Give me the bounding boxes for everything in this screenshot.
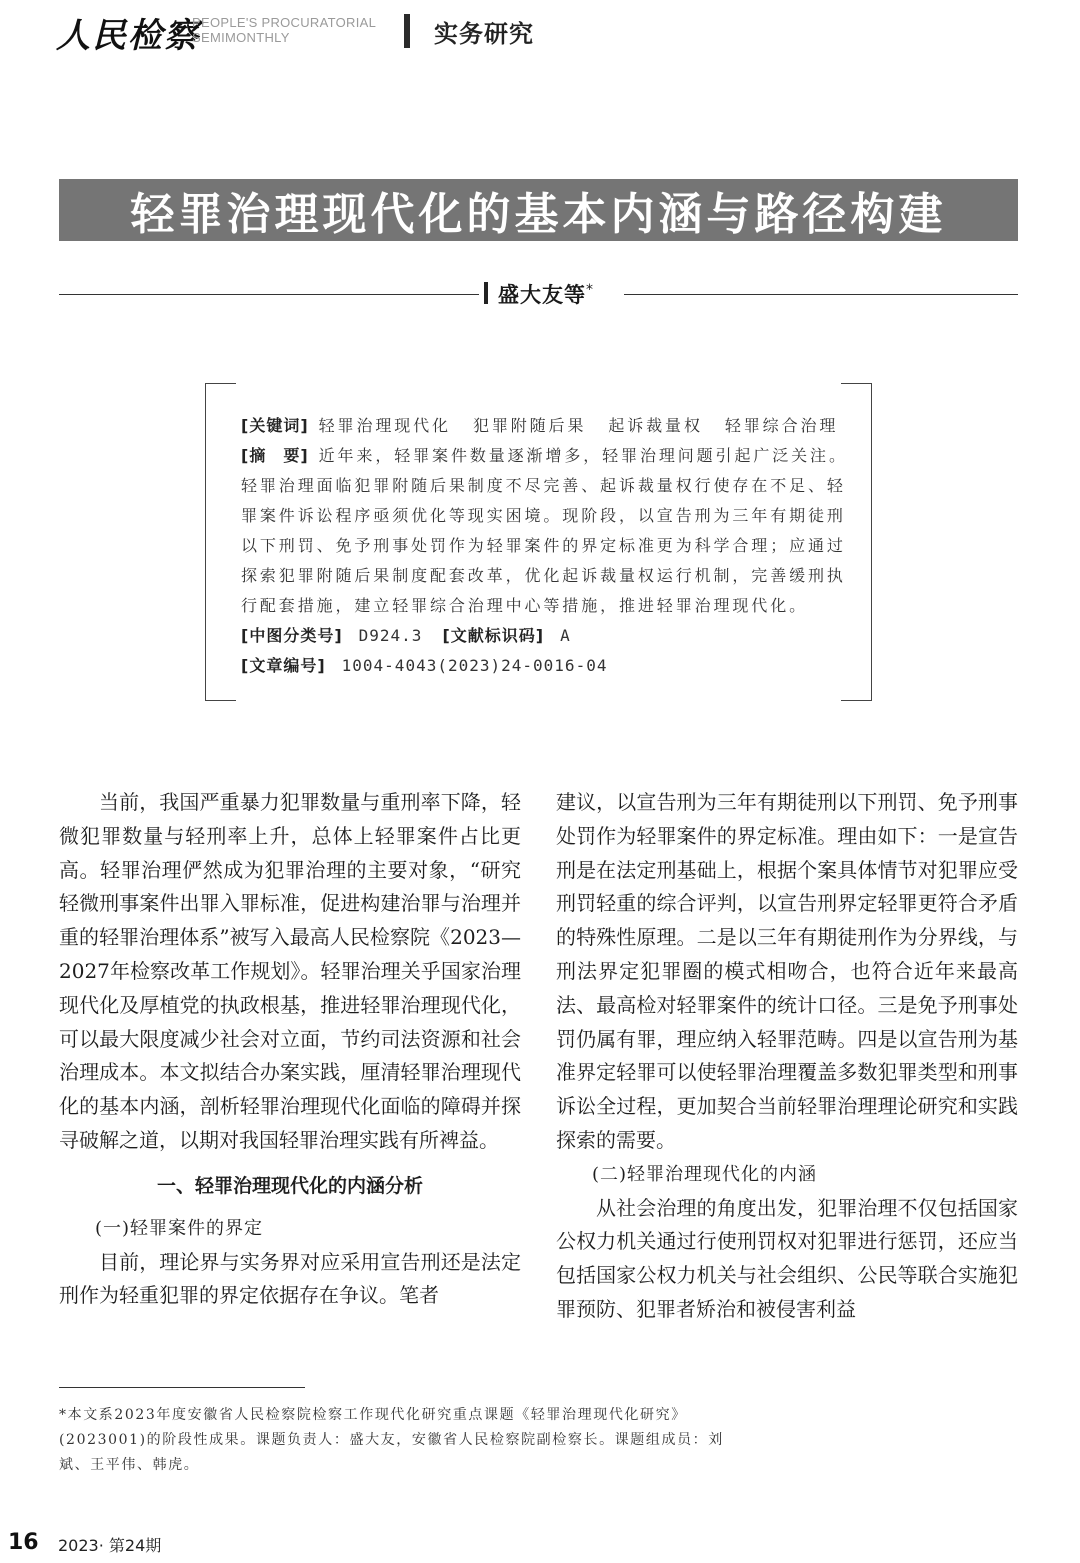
body-paragraph: 从社会治理的角度出发，犯罪治理不仅包括国家公权力机关通过行使刑罚权对犯罪进行惩罚，还应当包括国家公权力机关与社会组织、公民等联合实施犯罪预防、犯罪者矫治和被侵害利益: [556, 1195, 1018, 1321]
page-number: 16: [8, 1530, 39, 1555]
footnote: *本文系2023年度安徽省人民检察院检察工作现代化研究重点课题《轻罪治理现代化研究》(2023001)的阶段性成果。课题负责人：盛大友，安徽省人民检察院副检察长。课题组成员：刘斌、王平伟、韩虎。: [59, 1407, 724, 1473]
section-heading: 一、轻罪治理现代化的内涵分析: [156, 1174, 423, 1197]
subsection-heading: (二)轻罪治理现代化的内涵: [592, 1163, 818, 1185]
keyword: 轻罪综合治理: [724, 416, 839, 435]
doc-code-value: A: [560, 626, 571, 645]
section-divider: [404, 14, 410, 48]
abstract-bracket-left: [205, 383, 236, 701]
body-paragraph: 目前，理论界与实务界对应采用宣告刑还是法定刑作为轻重犯罪的界定依据存在争议。笔者: [59, 1249, 521, 1308]
body-column-right: [556, 786, 1018, 1327]
clc-label: [中图分类号]: [241, 626, 343, 645]
footnote-rule: [59, 1387, 305, 1388]
summary-line: 罪案件诉讼程序亟须优化等现实困境。现阶段，以宣告刑为三年有期徒刑: [241, 506, 846, 525]
author-tick: [484, 282, 488, 304]
keyword: 轻罪治理现代化: [318, 416, 451, 435]
summary-line: 轻罪治理面临犯罪附随后果制度不尽完善、起诉裁量权行使存在不足、轻: [241, 476, 846, 495]
issue-label: 2023· 第24期: [58, 1536, 162, 1555]
summary-line: 探索犯罪附随后果制度配套改革，优化起诉裁量权运行机制，完善缓刑执: [241, 566, 846, 585]
article-title-band: [59, 179, 1018, 241]
article-number-row: [241, 651, 833, 681]
body-paragraph: 当前，我国严重暴力犯罪数量与重刑率下降，轻微犯罪数量与轻刑率上升，总体上轻罪案件占比更高。轻罪治理俨然成为犯罪治理的主要对象，“研究轻微刑事案件出罪入罪标准，促进构建治罪与治理并重的轻罪治理体系”被写入最高人民检察院《2023—2027年检察改革工作规划》。轻罪治理关乎国家治理现代化及厚植党的执政根基，推进轻罪治理现代化，可以最大限度减少社会对立面，节约司法资源和社会治理成本。本文拟结合办案实践，厘清轻罪治理现代化的基本内涵，剖析轻罪治理现代化面临的障碍并探寻破解之道，以期对我国轻罪治理实践有所裨益。: [59, 790, 521, 1152]
journal-logo: 人民检察: [56, 16, 200, 56]
article-number-value: 1004-4043(2023)24-0016-04: [341, 656, 608, 675]
article-title: 轻罪治理现代化的基本内涵与路径构建: [130, 189, 947, 240]
summary-row: [241, 441, 848, 471]
author-rule-right: [624, 294, 1018, 295]
keyword: 起诉裁量权: [608, 416, 703, 435]
classification-row: [241, 621, 833, 651]
keywords-row: [241, 411, 839, 441]
doc-code-label: [文献标识码]: [442, 626, 545, 645]
author-footnote-mark: *: [586, 282, 594, 298]
subsection-heading: (一)轻罪案件的界定: [95, 1217, 264, 1239]
journal-english-line2: SEMIMONTHLY: [192, 30, 290, 45]
article-number-label: [文章编号]: [241, 656, 326, 675]
summary-line: 以下刑罚、免予刑事处罚作为轻罪案件的界定标准更为科学合理；应通过: [241, 536, 846, 555]
summary-line: 近年来，轻罪案件数量逐渐增多，轻罪治理问题引起广泛关注。: [318, 446, 848, 465]
abstract-box: [241, 411, 848, 681]
author-name-text: 盛大友等: [498, 283, 586, 307]
author-rule-left: [59, 294, 479, 295]
body-paragraph: 建议，以宣告刑为三年有期徒刑以下刑罚、免予刑事处罚作为轻罪案件的界定标准。理由如下：一是宣告刑是在法定刑基础上，根据个案具体情节对犯罪应受刑罚轻重的综合评判，以宣告刑界定轻罪更符合矛盾的特殊性原理。二是以三年有期徒刑作为分界线，与刑法界定犯罪圈的模式相吻合，也符合近年来最高法、最高检对轻罪案件的统计口径。三是免予刑事处罚仍属有罪，理应纳入轻罪范畴。四是以宣告刑为基准界定轻罪可以使轻罪治理覆盖多数犯罪类型和刑事诉讼全过程，更加契合当前轻罪治理理论研究和实践探索的需要。: [556, 790, 1018, 1152]
journal-english-line1: PEOPLE'S PROCURATORIAL: [192, 15, 377, 30]
summary-label: [摘 要]: [241, 446, 309, 465]
journal-english-name: [192, 15, 376, 45]
summary-line: 行配套措施，建立轻罪综合治理中心等措施，推进轻罪治理现代化。: [241, 596, 809, 615]
clc-value: D924.3: [358, 626, 423, 645]
author-name: [498, 279, 594, 309]
keyword: 犯罪附随后果: [472, 416, 587, 435]
section-name: 实务研究: [434, 20, 534, 48]
keywords-label: [关键词]: [241, 416, 309, 435]
body-column-left: [59, 786, 521, 1313]
